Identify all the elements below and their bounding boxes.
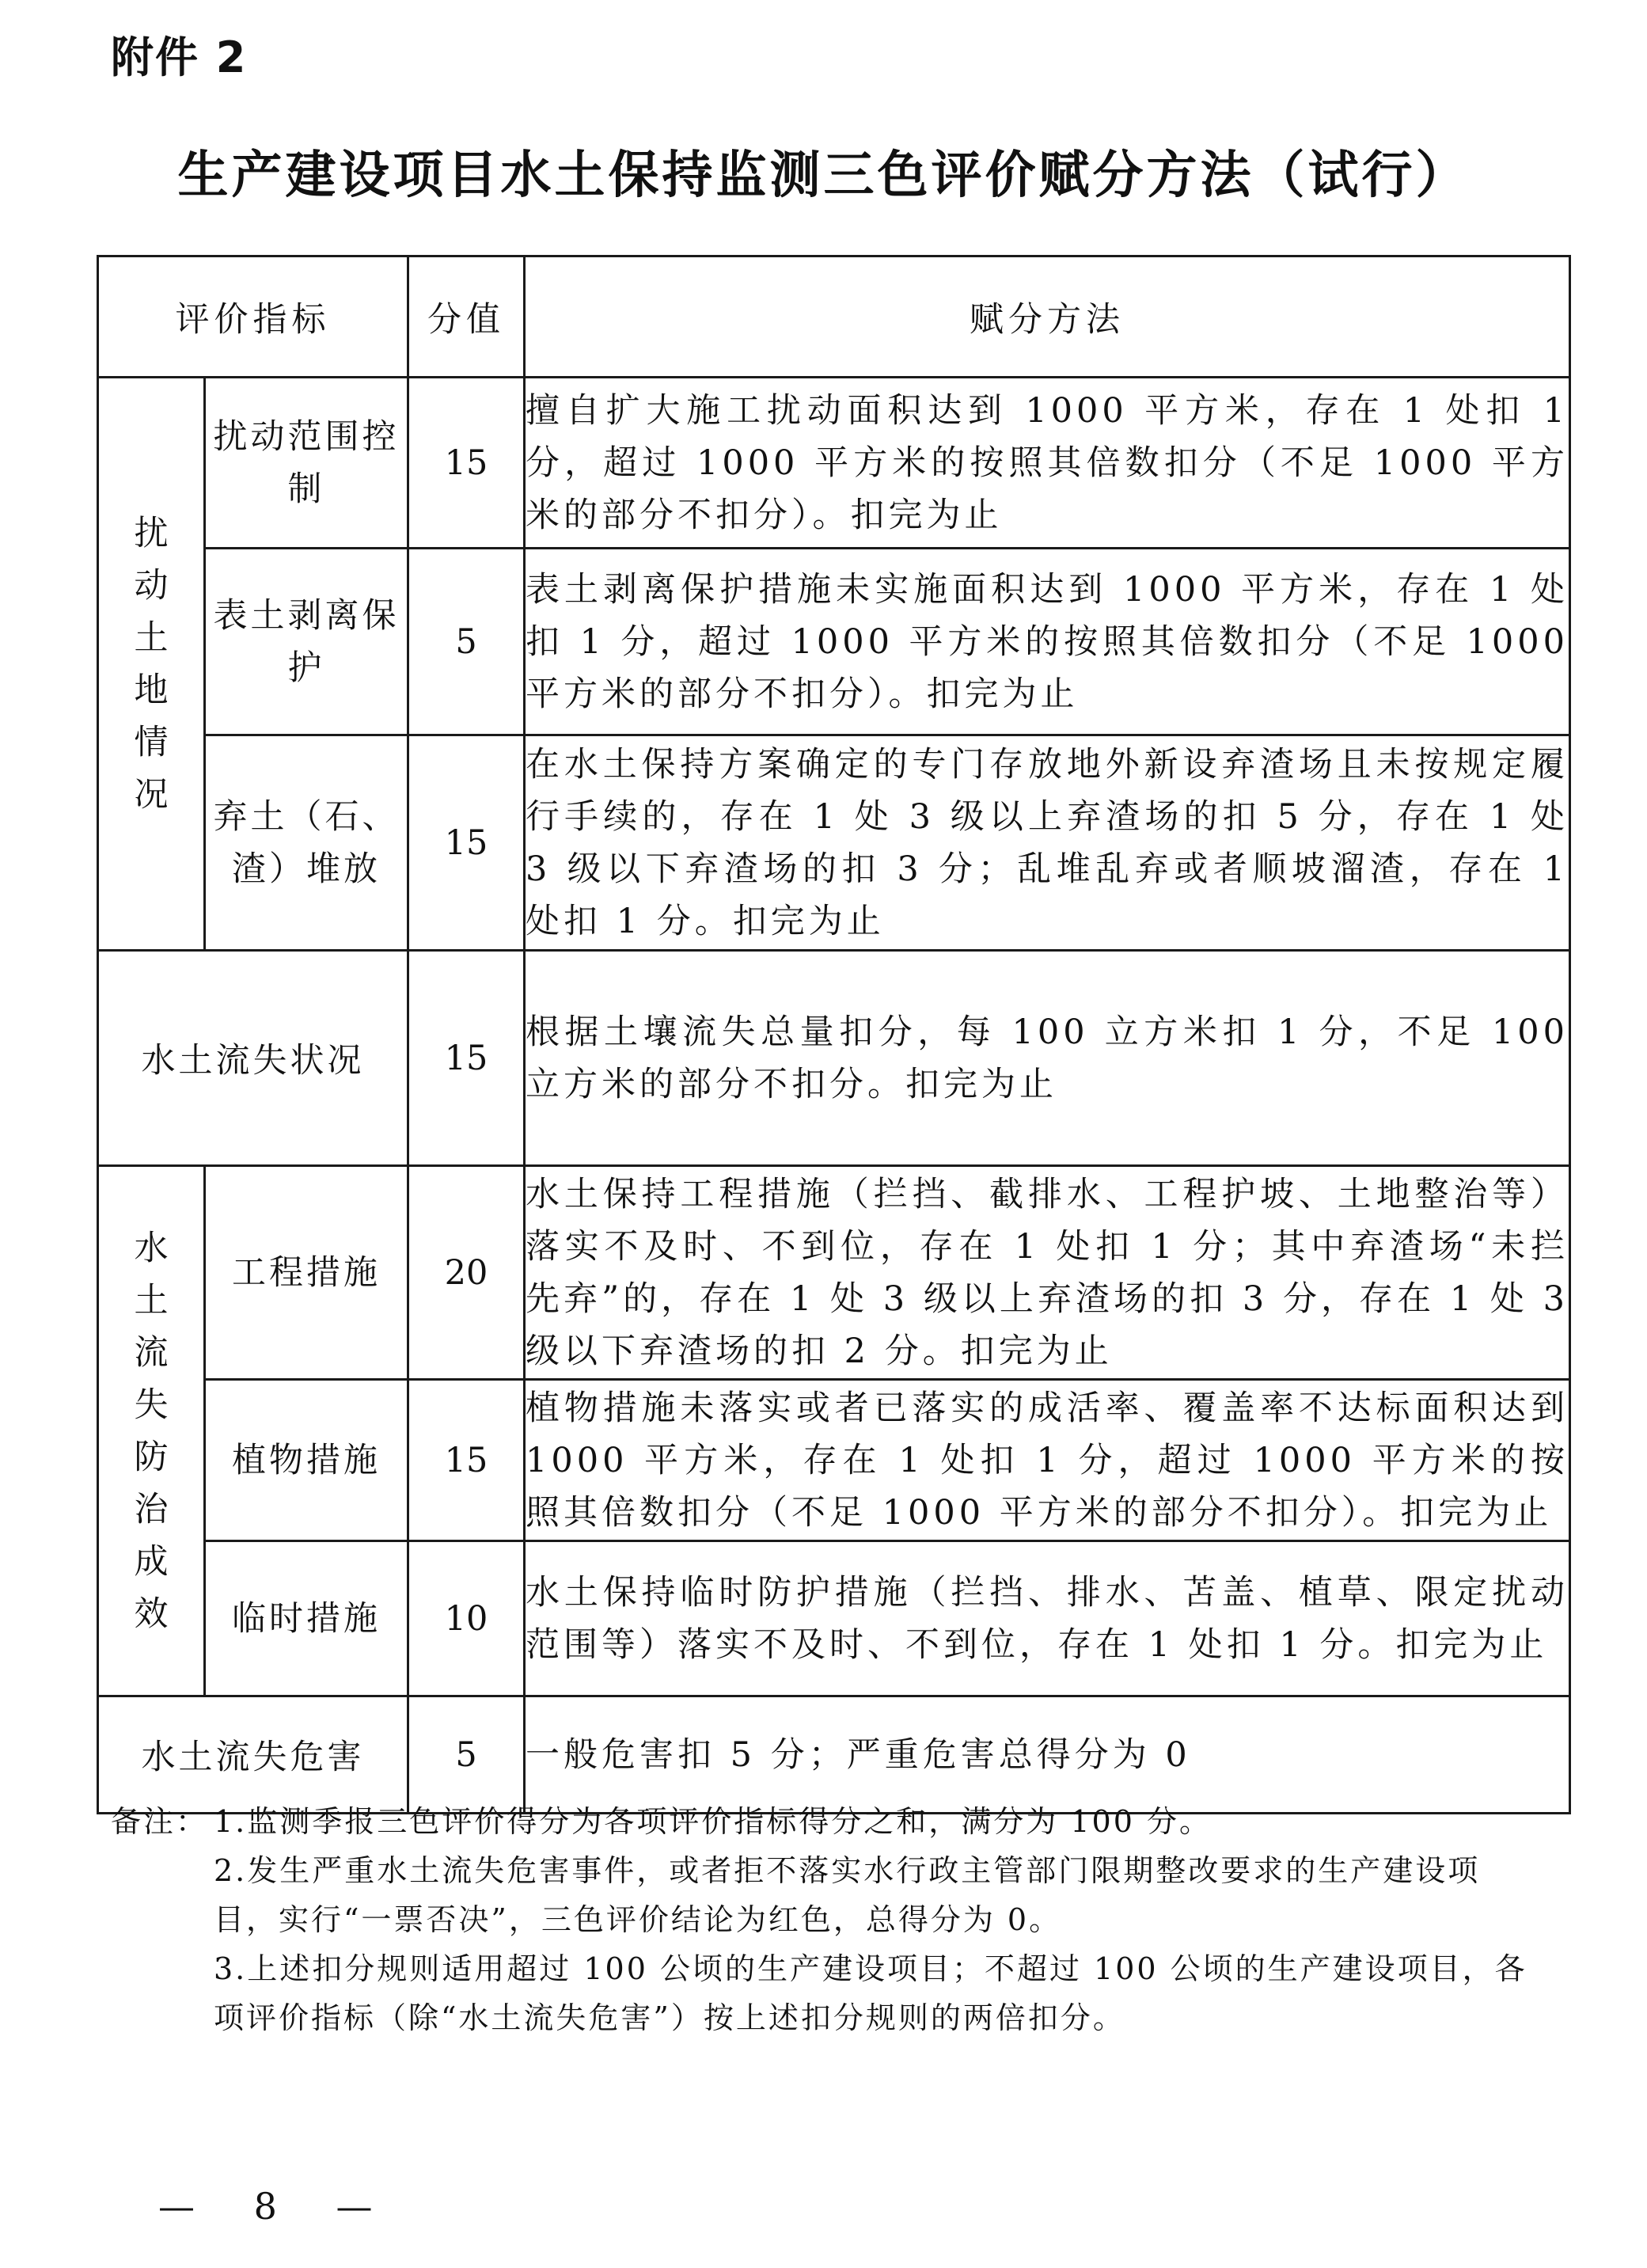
score-value: 5 [408,549,525,735]
table-row [98,951,1570,1166]
notes-section [111,1797,1535,2042]
page-number: — 8 — [158,2185,397,2228]
indicator-vegetation-measures: 植物措施 [205,1380,408,1541]
table-row [98,549,1570,735]
indicator-soil-loss-status: 水土流失状况 [98,951,408,1166]
method-text: 根据土壤流失总量扣分，每 100 立方米扣 1 分，不足 100 立方米的部分不扣分。扣完为止 [525,951,1570,1166]
score-value: 5 [408,1696,525,1814]
table-row [98,378,1570,549]
score-value: 10 [408,1541,525,1696]
attachment-label: 附件 2 [111,32,248,82]
score-value: 15 [408,951,525,1166]
table-row [98,1696,1570,1814]
header-method: 赋分方法 [525,256,1570,378]
score-value: 20 [408,1166,525,1380]
indicator-disturbance-control: 扰动范围控制 [205,378,408,549]
method-text: 一般危害扣 5 分；严重危害总得分为 0 [525,1696,1570,1814]
header-score: 分值 [408,256,525,378]
method-text: 擅自扩大施工扰动面积达到 1000 平方米，存在 1 处扣 1 分，超过 1000 平方米的按照其倍数扣分（不足 1000 平方米的部分不扣分）。扣完为止 [525,378,1570,549]
table-row [98,1380,1570,1541]
indicator-soil-loss-hazard: 水土流失危害 [98,1696,408,1814]
method-text: 在水土保持方案确定的专门存放地外新设弃渣场且未按规定履行手续的，存在 1 处 3 级以上弃渣场的扣 5 分，存在 1 处 3 级以下弃渣场的扣 3 分；乱堆乱弃或者顺坡溜渣，存在 1 处扣 1 分。扣完为止 [525,735,1570,951]
table-row [98,1166,1570,1380]
table-row [98,735,1570,951]
indicator-spoil-stacking: 弃土（石、渣）堆放 [205,735,408,951]
note-item: 3.上述扣分规则适用超过 100 公顷的生产建设项目；不超过 100 公顷的生产建设项目，各项评价指标（除“水土流失危害”）按上述扣分规则的两倍扣分。 [214,1951,1527,2035]
document-title: 生产建设项目水土保持监测三色评价赋分方法（试行） [177,146,1470,205]
method-text: 水土保持工程措施（拦挡、截排水、工程护坡、土地整治等）落实不及时、不到位，存在 1 处扣 1 分；其中弃渣场“未拦先弃”的，存在 1 处 3 级以上弃渣场的扣 3 分，存在 1 处 3 级以下弃渣场的扣 2 分。扣完为止 [525,1166,1570,1380]
scoring-table [97,255,1571,1814]
indicator-topsoil-protection: 表土剥离保护 [205,549,408,735]
method-text: 水土保持临时防护措施（拦挡、排水、苫盖、植草、限定扰动范围等）落实不及时、不到位，存在 1 处扣 1 分。扣完为止 [525,1541,1570,1696]
score-value: 15 [408,735,525,951]
notes-label: 备注： [111,1804,209,1839]
score-value: 15 [408,1380,525,1541]
method-text: 表土剥离保护措施未实施面积达到 1000 平方米，存在 1 处扣 1 分，超过 1000 平方米的按照其倍数扣分（不足 1000 平方米的部分不扣分）。扣完为止 [525,549,1570,735]
table-header-row [98,256,1570,378]
method-text: 植物措施未落实或者已落实的成活率、覆盖率不达标面积达到 1000 平方米，存在 1 处扣 1 分，超过 1000 平方米的按照其倍数扣分（不足 1000 平方米的部分不扣分）。扣完为止 [525,1380,1570,1541]
category-soil-loss-control-effect: 水 土 流 失 防 治 成 效 [98,1166,205,1696]
score-value: 15 [408,378,525,549]
note-item: 2.发生严重水土流失危害事件，或者拒不落实水行政主管部门限期整改要求的生产建设项目，实行“一票否决”，三色评价结论为红色，总得分为 0。 [214,1853,1481,1937]
header-indicator: 评价指标 [98,256,408,378]
category-disturbed-land: 扰 动 土 地 情 况 [98,378,205,951]
indicator-engineering-measures: 工程措施 [205,1166,408,1380]
note-item: 1.监测季报三色评价得分为各项评价指标得分之和，满分为 100 分。 [214,1804,1212,1839]
indicator-temporary-measures: 临时措施 [205,1541,408,1696]
table-row [98,1541,1570,1696]
